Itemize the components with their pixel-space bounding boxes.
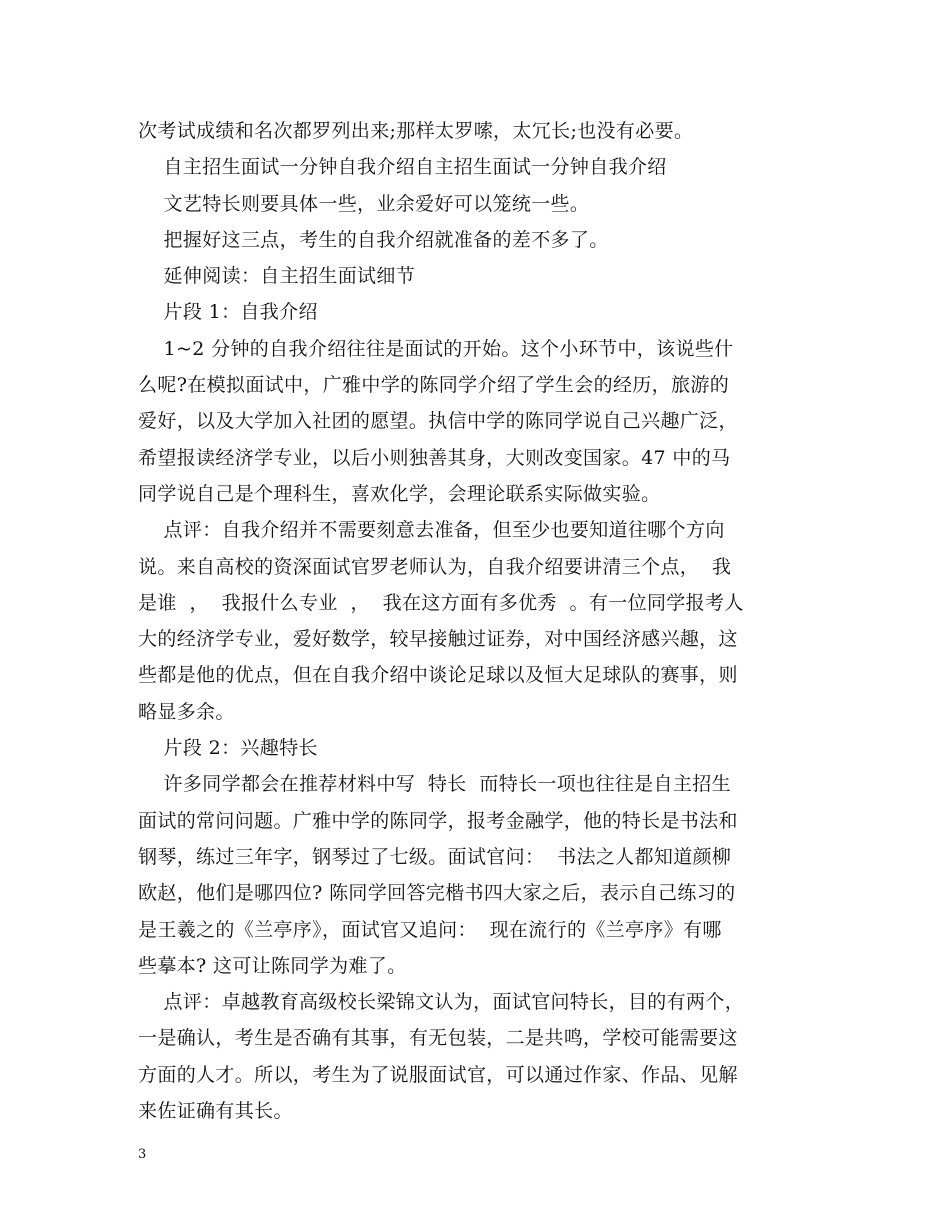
text-line: 略显多余。 [138,700,235,723]
text-line: 一是确认，考生是否确有其事，有无包装，二是共鸣，学校可能需要这 [138,1027,738,1050]
text-line: 么呢?在模拟面试中，广雅中学的陈同学介绍了学生会的经历，旅游的 [138,374,730,397]
text-line: 次考试成绩和名次都罗列出来;那样太罗嗦，太冗长;也没有必要。 [138,120,694,142]
text-line: 面试的常问问题。广雅中学的陈同学，报考金融学，他的特长是书法和 [138,809,738,832]
text-line: 同学说自己是个理科生，喜欢化学，会理论联系实际做实验。 [138,482,661,505]
text-line: 希望报读经济学专业，以后小则独善其身，大则改变国家。47 中的马 [138,446,731,469]
text-line: 点评：自我介绍并不需要刻意去准备，但至少也要知道往哪个方向 [138,519,725,542]
text-line: 方面的人才。所以，考生为了说服面试官，可以通过作家、作品、见解 [138,1063,738,1086]
text-line: 文艺特长则要具体一些，业余爱好可以笼统一些。 [138,192,590,215]
text-line: 是谁 ， 我报什么专业 ， 我在这方面有多优秀 。有一位同学报考人 [138,591,744,614]
text-line: 钢琴，练过三年字，钢琴过了七级。面试官问： 书法之人都知道颜柳 [138,845,732,868]
text-line: 说。来自高校的资深面试官罗老师认为，自我介绍要讲清三个点， 我 [138,555,732,578]
text-line: 许多同学都会在推荐材料中写 特长 而特长一项也往往是自主招生 [138,773,731,796]
text-line: 把握好这三点，考生的自我介绍就准备的差不多了。 [138,228,609,251]
text-line: 来佐证确有其长。 [138,1100,293,1123]
text-line: 欧赵，他们是哪四位? 陈同学回答完楷书四大家之后，表示自己练习的 [138,882,736,905]
section-heading: 延伸阅读：自主招生面试细节 [138,265,416,288]
text-line: 爱好，以及大学加入社团的愿望。执信中学的陈同学说自己兴趣广泛， [138,410,738,433]
text-line: 点评：卓越教育高级校长梁锦文认为，面试官问特长，目的有两个， [138,991,745,1014]
section-heading: 片段 1：自我介绍 [138,301,318,324]
text-line: 是王羲之的《兰亭序》，面试官又追问： 现在流行的《兰亭序》有哪 [138,918,722,941]
text-line: 大的经济学专业，爱好数学，较早接触过证券，对中国经济感兴趣，这 [138,628,738,651]
text-line: 些都是他的优点，但在自我介绍中谈论足球以及恒大足球队的赛事，则 [138,664,738,687]
text-line: 1~2 分钟的自我介绍往往是面试的开始。这个小环节中，该说些什 [138,337,734,360]
text-line: 自主招生面试一分钟自我介绍自主招生面试一分钟自我介绍 [138,156,667,179]
text-line: 些摹本? 这可让陈同学为难了。 [138,954,407,977]
section-heading: 片段 2：兴趣特长 [138,737,318,760]
page-number: 3 [138,1147,147,1162]
body-text [138,113,838,1129]
